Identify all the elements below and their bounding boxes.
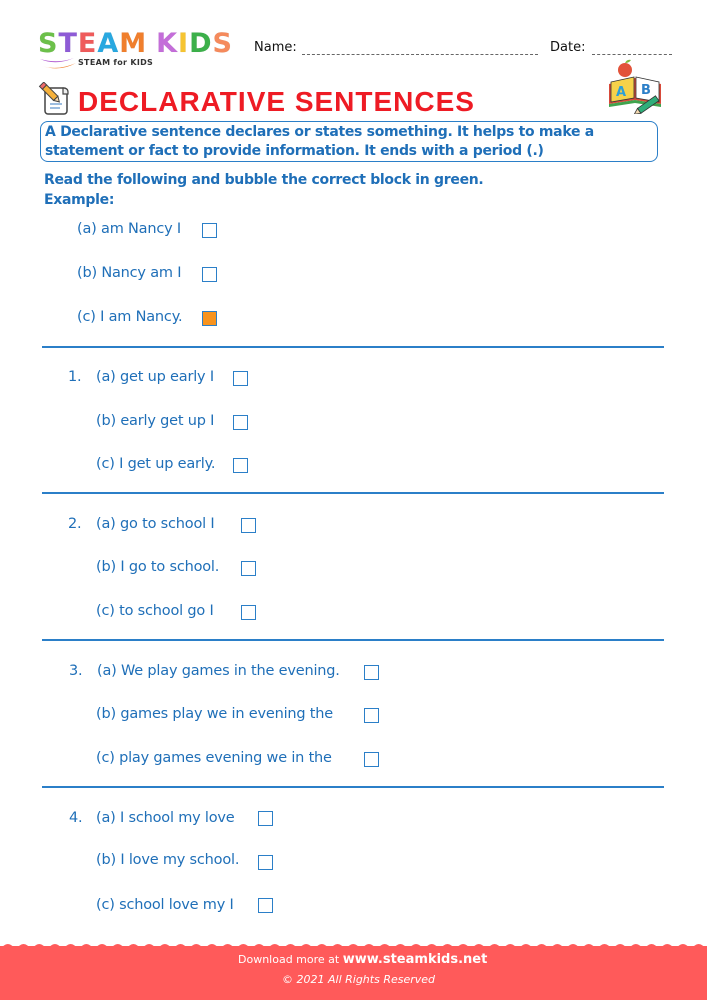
section-divider xyxy=(42,786,664,788)
date-field[interactable] xyxy=(592,53,672,55)
example-option-a: (a) am Nancy I xyxy=(77,221,181,237)
logo-letter: M xyxy=(119,28,148,59)
checkbox-4c[interactable] xyxy=(258,898,273,913)
logo-letter: T xyxy=(58,28,78,59)
logo-swoosh-icon xyxy=(38,56,78,72)
section-divider xyxy=(42,346,664,348)
footer-url-link[interactable]: www.steamkids.net xyxy=(342,952,488,967)
example-option-b: (b) Nancy am I xyxy=(77,265,182,281)
example-checkbox-c-filled[interactable] xyxy=(202,311,217,326)
question-number: 3. xyxy=(69,663,83,679)
date-label: Date: xyxy=(550,40,586,55)
checkbox-4a[interactable] xyxy=(258,811,273,826)
page-title: DECLARATIVE SENTENCES xyxy=(78,86,475,117)
option-3a: (a) We play games in the evening. xyxy=(97,663,340,679)
pencil-paper-icon xyxy=(36,82,72,116)
svg-text:B: B xyxy=(641,83,651,98)
question-number: 1. xyxy=(68,369,82,385)
option-1c: (c) I get up early. xyxy=(96,456,216,472)
option-2a: (a) go to school I xyxy=(96,516,215,532)
abc-book-apple-icon xyxy=(605,58,667,114)
logo-tagline: STEAM for KIDS xyxy=(78,58,154,67)
svg-text:A: A xyxy=(616,85,627,100)
example-label: Example: xyxy=(44,192,115,208)
logo-letter: E xyxy=(77,28,98,59)
checkbox-3c[interactable] xyxy=(364,752,379,767)
logo-wordmark xyxy=(38,30,233,58)
checkbox-3b[interactable] xyxy=(364,708,379,723)
option-1a: (a) get up early I xyxy=(96,369,214,385)
name-label: Name: xyxy=(254,40,297,55)
logo-letter: K xyxy=(156,28,179,59)
checkbox-2c[interactable] xyxy=(241,605,256,620)
steam-kids-logo xyxy=(38,28,233,67)
definition-box: A Declarative sentence declares or states something. It helps to make a statement or fact to provide information. It ends with a period (.) xyxy=(40,121,658,162)
option-1b: (b) early get up I xyxy=(96,413,215,429)
section-divider xyxy=(42,639,664,641)
option-3b: (b) games play we in evening the xyxy=(96,706,333,722)
example-checkbox-b[interactable] xyxy=(202,267,217,282)
checkbox-2b[interactable] xyxy=(241,561,256,576)
logo-letter: D xyxy=(189,28,213,59)
question-number: 2. xyxy=(68,516,82,532)
section-divider xyxy=(42,492,664,494)
footer-download-prefix: Download more at xyxy=(238,953,340,966)
option-4a: (a) I school my love xyxy=(96,810,235,826)
checkbox-2a[interactable] xyxy=(241,518,256,533)
checkbox-1b[interactable] xyxy=(233,415,248,430)
option-2b: (b) I go to school. xyxy=(96,559,220,575)
logo-letter: S xyxy=(212,28,233,59)
example-checkbox-a[interactable] xyxy=(202,223,217,238)
option-3c: (c) play games evening we in the xyxy=(96,750,332,766)
checkbox-3a[interactable] xyxy=(364,665,379,680)
logo-letter: I xyxy=(178,28,190,59)
name-field[interactable] xyxy=(302,53,538,55)
option-2c: (c) to school go I xyxy=(96,603,214,619)
instruction-text: Read the following and bubble the correct block in green. xyxy=(44,172,484,188)
option-4b: (b) I love my school. xyxy=(96,852,240,868)
question-number: 4. xyxy=(69,810,83,826)
logo-space xyxy=(147,30,156,58)
option-4c: (c) school love my I xyxy=(96,897,234,913)
footer-download-text xyxy=(238,952,487,967)
example-option-c: (c) I am Nancy. xyxy=(77,309,183,325)
logo-letter: A xyxy=(97,28,120,59)
footer-copyright: © 2021 All Rights Reserved xyxy=(282,973,436,986)
checkbox-1c[interactable] xyxy=(233,458,248,473)
logo-letter: S xyxy=(38,28,59,59)
checkbox-4b[interactable] xyxy=(258,855,273,870)
checkbox-1a[interactable] xyxy=(233,371,248,386)
